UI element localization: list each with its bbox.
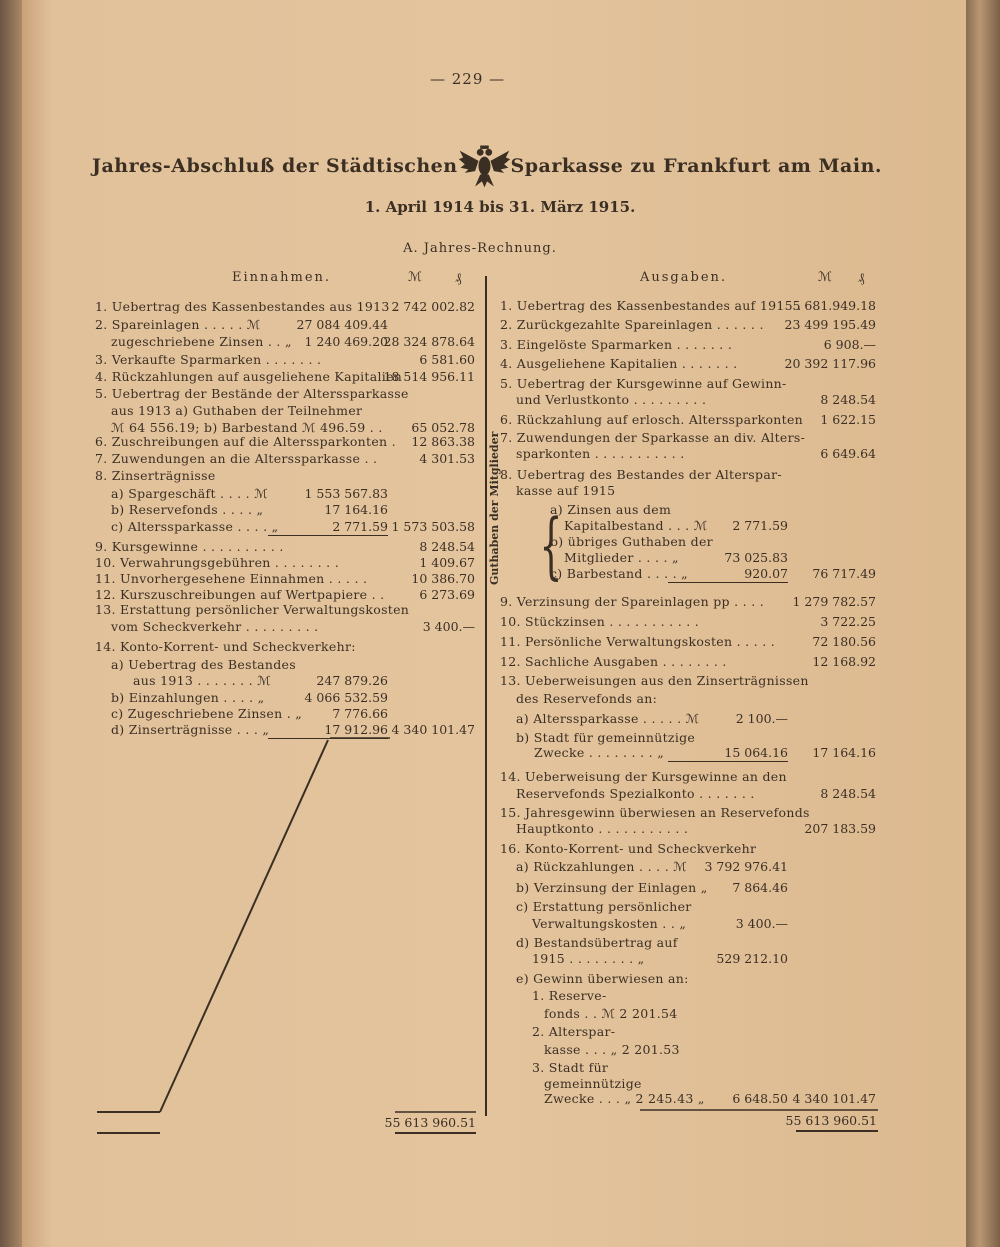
row-label: 2. Spareinlagen . . . . . ℳ (95, 317, 261, 332)
title-left: Jahres-Abschluß der Städtischen (92, 155, 458, 177)
row-label: Verwaltungskosten . . „ (532, 916, 687, 931)
row-amount: 4 340 101.47 (391, 722, 475, 737)
row-label: 8. Uebertrag des Bestandes der Alterspar- (500, 467, 782, 482)
row-amount: 1 573 503.58 (391, 519, 475, 534)
row-label: sparkonten . . . . . . . . . . . (516, 446, 685, 461)
row-label: a) Zinsen aus dem (550, 502, 672, 517)
row-subamount: 15 064.16 (668, 744, 788, 762)
row-amount: 3 722.25 (820, 614, 876, 629)
row-amount: 23 499 195.49 (784, 317, 876, 332)
row-label: 5. Uebertrag der Bestände der Alterssparkasse (95, 386, 409, 401)
bracket-label: Guthaben der Mitglieder (488, 431, 501, 585)
row-label: 3. Verkaufte Sparmarken . . . . . . . (95, 352, 322, 367)
row-amount: 6 581.60 (419, 352, 475, 367)
page-number: — 229 — (430, 70, 506, 88)
row-label: Mitglieder . . . . „ (564, 550, 679, 565)
row-amount: 3 400.— (422, 619, 475, 634)
row-subamount: 17 164.16 (324, 502, 388, 517)
row-label: 1. Reserve- (532, 988, 607, 1003)
row-subamount: 2 771.59 (732, 518, 788, 533)
row-label: Zwecke . . . „ 2 245.43 „ (544, 1091, 705, 1106)
row-amount: 12 168.92 (812, 654, 876, 669)
row-label: e) Gewinn überwiesen an: (516, 971, 689, 986)
row-subamount: 6 648.50 (732, 1091, 788, 1106)
row-label: 2. Zurückgezahlte Spareinlagen . . . . . . (500, 317, 764, 332)
row-amount: 5 681.949.18 (792, 298, 876, 313)
row-subamount: 1 240 469.20 (304, 334, 388, 349)
row-amount: 18 514 956.11 (383, 369, 475, 384)
row-amount: 4 301.53 (419, 451, 475, 466)
row-label: vom Scheckverkehr . . . . . . . . . (111, 619, 319, 634)
row-label: 12. Sachliche Ausgaben . . . . . . . . (500, 654, 727, 669)
row-label: 14. Ueberweisung der Kursgewinne an den (500, 769, 787, 784)
row-subamount: 73 025.83 (724, 550, 788, 565)
row-label: 9. Verzinsung der Spareinlagen pp . . . . (500, 594, 765, 609)
row-amount: 207 183.59 (804, 821, 876, 836)
row-label: 13. Erstattung persönlicher Verwaltungskosten (95, 602, 410, 617)
row-label: 7. Zuwendungen der Sparkasse an div. Alters- (500, 430, 806, 445)
row-amount: 10 386.70 (411, 571, 475, 586)
income-grand-total: 55 613 960.51 (384, 1115, 476, 1130)
row-label: 14. Konto-Korrent- und Scheckverkehr: (95, 639, 356, 654)
row-label: a) Uebertrag des Bestandes (111, 657, 296, 672)
row-amount: 20 392 117.96 (784, 356, 876, 371)
row-label: 10. Verwahrungsgebühren . . . . . . . . (95, 555, 339, 570)
row-label: 6. Rückzahlung auf erlosch. Alterssparkonten (500, 412, 804, 427)
row-label: 13. Ueberweisungen aus den Zinserträgnissen (500, 673, 809, 688)
row-label: c) Erstattung persönlicher (516, 899, 692, 914)
row-label: aus 1913 a) Guthaben der Teilnehmer (111, 403, 363, 418)
row-amount: 4 340 101.47 (792, 1091, 876, 1106)
row-label: 7. Zuwendungen an die Alterssparkasse . . (95, 451, 378, 466)
row-subamount: 2 771.59 (268, 518, 388, 536)
row-label: d) Bestandsübertrag auf (516, 935, 678, 950)
row-label: 3. Stadt für (532, 1060, 609, 1075)
row-label: des Reservefonds an: (516, 691, 658, 706)
subtitle: 1. April 1914 bis 31. März 1915. (364, 198, 636, 216)
row-label: aus 1913 . . . . . . . ℳ (133, 673, 271, 688)
row-label: d) Zinserträgnisse . . . „ (111, 722, 270, 737)
row-label: c) Alterssparkasse . . . . „ (111, 519, 279, 534)
row-subamount: 4 066 532.59 (304, 690, 388, 705)
row-label: a) Alterssparkasse . . . . . ℳ (516, 711, 700, 726)
row-label: und Verlustkonto . . . . . . . . . (516, 392, 707, 407)
row-label: 15. Jahresgewinn überwiesen an Reservefonds (500, 805, 810, 820)
row-label: 4. Rückzahlungen auf ausgeliehene Kapitalien (95, 369, 403, 384)
row-label: 16. Konto-Korrent- und Scheckverkehr (500, 841, 757, 856)
left-column-heading: Einnahmen. (232, 270, 332, 285)
row-label: 11. Unvorhergesehene Einnahmen . . . . . (95, 571, 368, 586)
row-label: 1915 . . . . . . . . „ (532, 951, 645, 966)
row-label: 1. Uebertrag des Kassenbestandes auf 1915 . (500, 298, 802, 313)
row-label: 12. Kurszuschreibungen auf Wertpapiere . . (95, 587, 385, 602)
row-amount: 17 164.16 (812, 745, 876, 760)
row-label: Kapitalbestand . . . ℳ (564, 518, 708, 533)
row-label: 1. Uebertrag des Kassenbestandes aus 1913 . (95, 299, 399, 314)
row-label: 9. Kursgewinne . . . . . . . . . . (95, 539, 284, 554)
row-subamount: 2 100.— (735, 711, 788, 726)
row-amount: 1 279 782.57 (792, 594, 876, 609)
row-amount: 76 717.49 (812, 566, 876, 581)
row-label: 2. Alterspar- (532, 1024, 616, 1039)
row-label: 10. Stückzinsen . . . . . . . . . . . (500, 614, 700, 629)
row-label: Reservefonds Spezialkonto . . . . . . . (516, 786, 755, 801)
row-subamount: 529 212.10 (716, 951, 788, 966)
right-unit-mark: ℳ (818, 270, 834, 285)
row-label: 4. Ausgeliehene Kapitalien . . . . . . . (500, 356, 738, 371)
row-label: a) Rückzahlungen . . . . ℳ (516, 859, 687, 874)
row-label: gemeinnützige (544, 1076, 642, 1091)
row-label: Zwecke . . . . . . . . „ (534, 745, 664, 760)
row-label: 11. Persönliche Verwaltungskosten . . . . . (500, 634, 776, 649)
row-amount: 65 052.78 (411, 420, 475, 435)
row-subamount: 27 084 409.44 (296, 317, 388, 332)
row-label: a) Spargeschäft . . . . ℳ (111, 486, 268, 501)
row-subamount: 7 776.66 (332, 706, 388, 721)
row-amount: 8 248.54 (820, 786, 876, 801)
row-amount: 8 248.54 (820, 392, 876, 407)
row-amount: 28 324 878.64 (383, 334, 475, 349)
row-label: kasse auf 1915 (516, 483, 616, 498)
row-label: 8. Zinserträgnisse (95, 468, 216, 483)
row-subamount: 920.07 (668, 565, 788, 583)
row-label: b) Verzinsung der Einlagen „ (516, 880, 708, 895)
row-amount: 12 863.38 (411, 434, 475, 449)
row-amount: 1 409.67 (419, 555, 475, 570)
row-amount: 1 622.15 (820, 412, 876, 427)
row-label: b) übriges Guthaben der (550, 534, 713, 549)
right-unit-pf: ₰ (858, 271, 867, 286)
row-amount: 8 248.54 (419, 539, 475, 554)
row-subamount: 7 864.46 (732, 880, 788, 895)
brace-symbol: { (539, 503, 563, 587)
row-subamount: 3 400.— (735, 916, 788, 931)
row-subamount: 3 792 976.41 (704, 859, 788, 874)
row-label: zugeschriebene Zinsen . . „ (111, 334, 292, 349)
left-unit-pf: ₰ (455, 271, 464, 286)
section-heading: A. Jahres-Rechnung. (403, 241, 557, 256)
row-subamount: 1 553 567.83 (304, 486, 388, 501)
expense-grand-total: 55 613 960.51 (785, 1113, 877, 1128)
left-unit-mark: ℳ (408, 270, 424, 285)
row-label: c) Zugeschriebene Zinsen . „ (111, 706, 303, 721)
row-label: c) Barbestand . . . . „ (550, 566, 688, 581)
row-amount: 6 908.— (823, 337, 876, 352)
row-label: fonds . . ℳ 2 201.54 (544, 1006, 678, 1021)
row-label: kasse . . . „ 2 201.53 (544, 1042, 680, 1057)
row-amount: 72 180.56 (812, 634, 876, 649)
row-label: 5. Uebertrag der Kursgewinne auf Gewinn- (500, 376, 787, 391)
row-label: 3. Eingelöste Sparmarken . . . . . . . (500, 337, 733, 352)
row-label: b) Einzahlungen . . . . „ (111, 690, 265, 705)
row-label: Hauptkonto . . . . . . . . . . . (516, 821, 689, 836)
row-label: b) Reservefonds . . . . „ (111, 502, 264, 517)
row-amount: 6 649.64 (820, 446, 876, 461)
row-subamount: 17 912.96 (268, 721, 388, 739)
row-label: 6. Zuschreibungen auf die Alterssparkonten . (95, 434, 396, 449)
title-right: Sparkasse zu Frankfurt am Main. (510, 155, 882, 177)
row-label: b) Stadt für gemeinnützige (516, 730, 696, 745)
row-amount: 2 742 002.82 (391, 299, 475, 314)
right-column-heading: Ausgaben. (640, 270, 728, 285)
row-subamount: 247 879.26 (316, 673, 388, 688)
row-amount: 6 273.69 (419, 587, 475, 602)
row-label: ℳ 64 556.19; b) Barbestand ℳ 496.59 . . (111, 420, 383, 435)
